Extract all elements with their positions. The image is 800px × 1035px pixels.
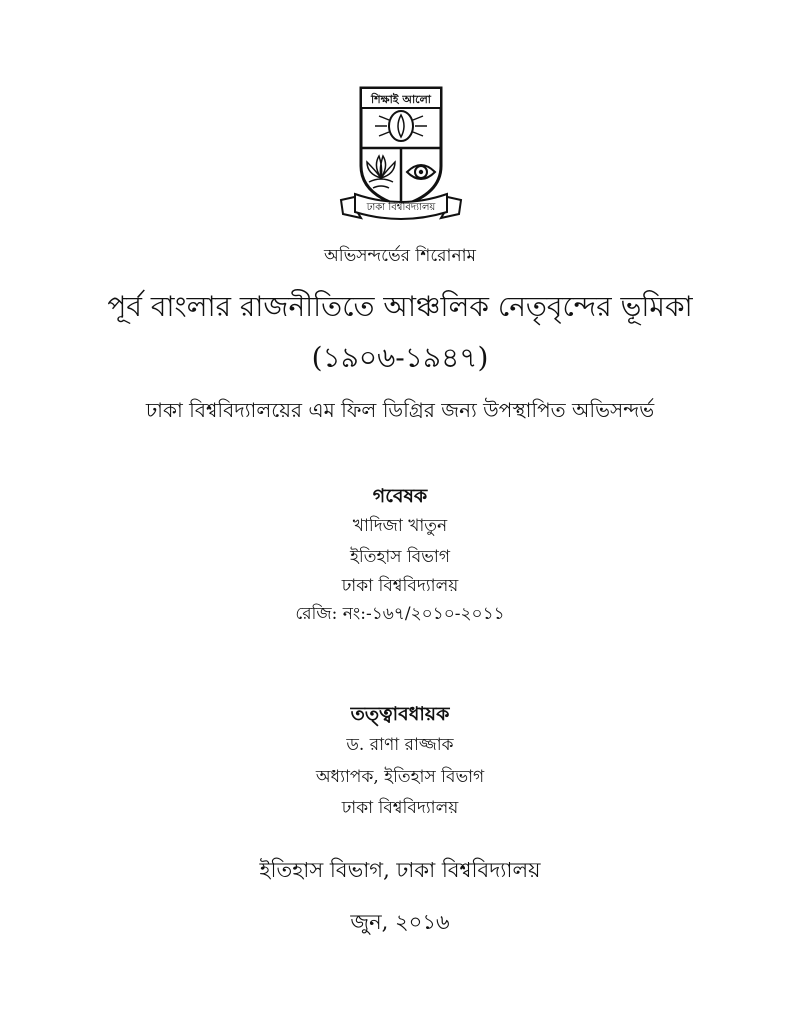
thesis-years: (১৯০৬-১৯৪৭) — [311, 341, 489, 374]
researcher-department: ইতিহাস বিভাগ — [349, 547, 451, 567]
logo-ribbon-text: ঢাকা বিশ্ববিদ্যালয় — [366, 202, 436, 213]
supervisor-university: ঢাকা বিশ্ববিদ্যালয় — [341, 798, 459, 818]
footer-department-university: ইতিহাস বিভাগ, ঢাকা বিশ্ববিদ্যালয় — [259, 858, 541, 882]
researcher-heading: গবেষক — [372, 485, 428, 507]
thesis-title: পূর্ব বাংলার রাজনীতিতে আঞ্চলিক নেতৃবৃন্দের ভূমিকা — [107, 290, 693, 323]
researcher-name: খাদিজা খাতুন — [352, 516, 448, 536]
supervisor-name: ড. রাণা রাজ্জাক — [346, 735, 454, 755]
university-logo — [335, 82, 467, 222]
researcher-university: ঢাকা বিশ্ববিদ্যালয় — [341, 576, 459, 596]
researcher-registration: রেজি: নং:-১৬৭/২০১০-২০১১ — [295, 604, 505, 624]
thesis-subtitle: ঢাকা বিশ্ববিদ্যালয়ের এম ফিল ডিগ্রির জন্য উপস্থাপিত অভিসন্দর্ভ — [145, 398, 655, 422]
title-label: অভিসন্দর্ভের শিরোনাম — [324, 246, 476, 266]
supervisor-designation: অধ্যাপক, ইতিহাস বিভাগ — [315, 767, 485, 787]
supervisor-heading: তত্ত্বাবধায়ক — [350, 703, 450, 725]
submission-date: জুন, ২০১৬ — [350, 910, 450, 934]
logo-motto-text: শিক্ষাই আলো — [371, 93, 431, 106]
